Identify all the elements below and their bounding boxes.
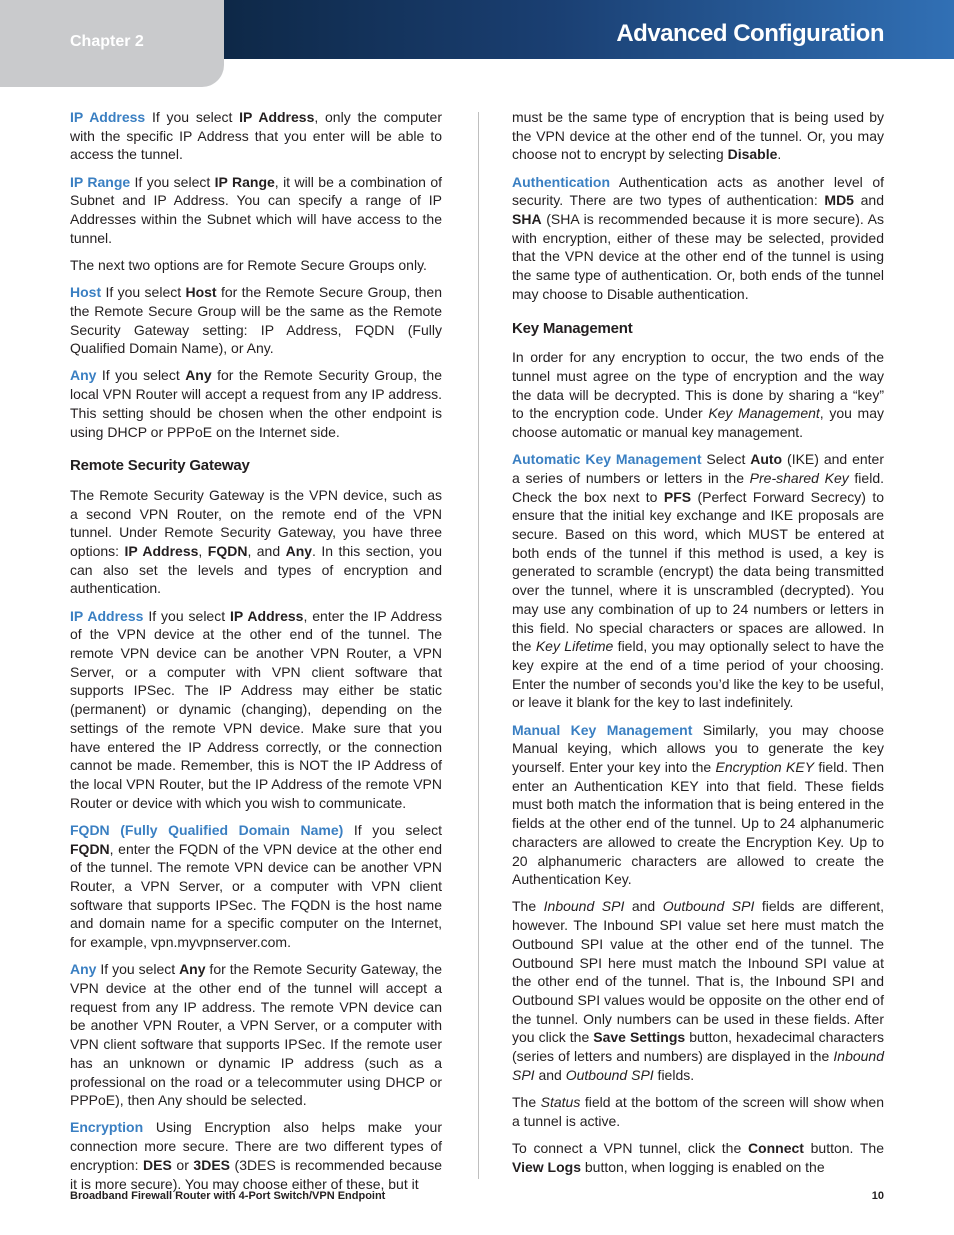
paragraph-spi	[512, 897, 884, 1084]
paragraph-status	[512, 1093, 884, 1130]
text: If you select	[343, 821, 442, 838]
text: In order for any encryption to occur, the two ends of the tunnel must agree on the type of encryption and the way the data will be decrypted. This is done by sharing a “key” to the encryption code. Under	[512, 349, 884, 422]
paragraph-ip-address	[70, 108, 442, 164]
text: field at the bottom of the screen will show when a tunnel is active.	[512, 1093, 884, 1129]
text: (SHA is recommended because it is more secure). As with encryption, either of these may be selected, provided that the VPN device at the other end of the tunnel is using the same type of authentication. Or, both ends of the tunnel may choose to Disable authentication.	[512, 211, 884, 302]
italic-text: Inbound SPI	[512, 1048, 884, 1083]
text: If you select	[96, 367, 186, 384]
text: (IKE) and enter a series of numbers or letters in the	[512, 451, 884, 486]
bold-text: 3DES	[193, 1156, 230, 1173]
bold-text: SHA	[512, 211, 542, 228]
term-gateway-any: Any	[70, 961, 97, 978]
italic-text: Encryption KEY	[715, 759, 815, 775]
text: Authentication acts as another level of security. There are two types of authentication:	[512, 173, 884, 209]
paragraph-key-intro	[512, 348, 884, 442]
bold-text: IP Range	[214, 173, 275, 190]
footer-title: Broadband Firewall Router with 4-Port Switch/VPN Endpoint	[70, 1190, 386, 1202]
bold-text: IP Address	[124, 543, 199, 560]
term-ip-range: IP Range	[70, 173, 131, 190]
text: and	[853, 192, 885, 209]
bold-text: IP Address	[230, 607, 304, 624]
bold-text: Auto	[750, 451, 783, 468]
bold-text: IP Address	[239, 109, 315, 125]
text: field. Then enter an Authentication KEY into that field. These fields must both match the information that is being entered in the fields at the other end of the tunnel. Up to 24 alphanumeric characters are allowed to create the Encryption Key. Up to 20 alphanumeric characters are allowed to create the Authentication Key.	[512, 759, 884, 888]
text: field, you may optionally select to have the key expire at the end of a time period of your choosing. Enter the number of seconds you’d like the key to be useful, or leave it blank for the key to last indefinitely.	[512, 638, 884, 711]
paragraph-authentication	[512, 173, 884, 304]
text: Select	[701, 451, 751, 468]
text: button, hexadecimal characters (series of letters and numbers) are displayed in the	[512, 1029, 884, 1065]
chapter-label: Chapter 2	[70, 33, 144, 50]
paragraph-any-group	[70, 366, 442, 441]
paragraph-ip-range	[70, 173, 442, 248]
text: To connect a VPN tunnel, click the	[512, 1139, 748, 1156]
text: for the Remote Security Gateway, the VPN device at the other end of the tunnel will accept a request from any IP address. The remote VPN device can be another VPN Router, a VPN Server, or a computer with VPN client software that supports IPSec. If the remote user has an unknown or dynamic IP address (such as a professional on the road or a telecommuter using DHCP or PPPoE), then Any should be selected.	[70, 961, 442, 1109]
term-any: Any	[70, 367, 97, 384]
text: (3DES is recommended because it is more secure). You may choose either of these, but it	[70, 1156, 443, 1192]
text: for the Remote Security Group, the local VPN Router will accept a request from any IP address. This setting should be chosen when the other endpoint is using DHCP or PPPoE on the Internet side.	[70, 367, 442, 440]
text: If you select	[96, 961, 180, 978]
text: button. The	[803, 1139, 884, 1156]
text: and	[624, 898, 663, 915]
bold-text: Host	[185, 284, 217, 301]
heading-remote-security-gateway: Remote Security Gateway	[70, 457, 250, 475]
text: , enter the IP Address of the VPN device at the other end of the tunnel. The remote VPN device can be another VPN Router, a VPN Server, or a computer with VPN client software that supports IPSec. The IP Address may either be static (permanent) or dynamic (changing), depending on the settings of the remote VPN device. Make sure that you have entered the IP Address correctly, or the connection cannot be made. Remember, this is NOT the IP Address of the local VPN Router, but the IP Address of the remote VPN Router or device with which you wish to communicate.	[70, 607, 442, 811]
text: , it will be a combination of Subnet and IP Address. You can specify a range of IP Addresses within the Subnet which will have access to the tunnel.	[70, 173, 442, 246]
heading-key-management: Key Management	[512, 319, 633, 337]
paragraph-encryption-continued	[512, 108, 884, 164]
bold-text: FQDN	[70, 840, 110, 857]
paragraph-manual-key	[512, 721, 884, 889]
italic-text: Outbound SPI	[565, 1066, 654, 1083]
text: fields are different, however. The Inbound SPI value set here must match the Outbound SPI value at the other end of the tunnel. The Outbound SPI here must match the Inbound SPI value at the other end of the tunnel. That is, the Inbound SPI and Outbound SPI values would be opposite on the other end of the tunnel. Only numbers can be used in these fields. After you click the	[512, 898, 885, 1046]
term-gateway-ip: IP Address	[70, 607, 144, 624]
italic-text: Key Lifetime	[535, 638, 614, 655]
text: , only the computer with the specific IP Address that you enter will be able to access the tunnel.	[70, 109, 443, 163]
term-fqdn: FQDN (Fully Qualified Domain Name)	[70, 821, 344, 838]
text: field. Check the box next to	[512, 469, 884, 505]
right-column	[512, 108, 884, 1185]
italic-text: Pre-shared Key	[749, 469, 849, 486]
text: , you may choose automatic or manual key management.	[512, 405, 884, 441]
text: Using Encryption also helps make your connection more secure. There are two different types of encryption:	[70, 1119, 442, 1173]
term-authentication: Authentication	[512, 173, 610, 190]
text: If you select	[145, 109, 240, 125]
text: The	[512, 1093, 541, 1110]
text: The	[512, 898, 544, 915]
page-title: Advanced Configuration	[616, 20, 884, 47]
bold-text: Any	[185, 367, 212, 384]
text: If you select	[101, 284, 186, 301]
term-host: Host	[70, 284, 102, 301]
paragraph-gateway-any	[70, 960, 442, 1110]
text: , enter the FQDN of the VPN device at the other end of the tunnel. The remote VPN device can be another VPN Router, a VPN Server, or a computer with VPN client software that supports IPSec. The FQDN is the host name and domain name for a specific computer on the Internet, for example, vpn.myvpnserver.com.	[70, 840, 442, 951]
text: for the Remote Secure Group, then the Remote Secure Group will be the same as the Remote Security Gateway setting: IP Address, FQDN (Fully Qualified Domain Name), or Any.	[70, 284, 442, 357]
term-automatic-key: Automatic Key Management	[512, 451, 702, 468]
term-encryption: Encryption	[70, 1119, 144, 1136]
bold-text: Any	[285, 543, 313, 560]
text: , and	[247, 543, 286, 560]
term-ip-address: IP Address	[70, 109, 146, 125]
column-divider	[478, 112, 479, 1179]
paragraph-remote-groups-intro: The next two options are for Remote Secure Groups only.	[70, 256, 427, 273]
text: and	[534, 1066, 566, 1083]
bold-text: PFS	[663, 488, 692, 505]
bold-text: FQDN	[207, 543, 248, 560]
bold-text: Connect	[747, 1139, 804, 1156]
text: Similarly, you may choose Manual keying, which allows you to generate the key yourself. Enter your key into the	[512, 721, 885, 775]
bold-text: DES	[143, 1156, 172, 1173]
bold-text: Any	[179, 961, 206, 978]
paragraph-gateway-ip	[70, 607, 442, 813]
text: .	[777, 146, 782, 163]
text: If you select	[143, 607, 231, 624]
bold-text: MD5	[824, 192, 854, 209]
paragraph-encryption	[70, 1118, 442, 1193]
italic-text: Inbound SPI	[543, 898, 625, 915]
left-column	[70, 108, 442, 1202]
text: or	[171, 1156, 194, 1173]
paragraph-gateway-fqdn	[70, 821, 442, 952]
italic-text: Outbound SPI	[662, 898, 755, 915]
bold-text: View Logs	[512, 1158, 581, 1175]
text: button, when logging is enabled on the	[580, 1158, 825, 1175]
term-manual-key: Manual Key Management	[512, 721, 693, 738]
text: fields.	[653, 1066, 695, 1083]
paragraph-host	[70, 283, 442, 358]
paragraph-connect	[512, 1139, 884, 1176]
paragraph-gateway-intro	[70, 486, 442, 598]
chapter-tab	[0, 0, 224, 87]
italic-text: Key Management	[708, 405, 820, 422]
text: ,	[198, 543, 208, 560]
header-bar	[224, 0, 954, 59]
text: If you select	[130, 173, 215, 190]
text: . In this section, you can also set the levels and types of encryption and authentication.	[70, 543, 443, 597]
page-number: 10	[871, 1190, 884, 1202]
text: The Remote Security Gateway is the VPN device, such as a second VPN Router, on the remote end of the VPN tunnel. Under Remote Security Gateway, you have three options:	[70, 486, 442, 560]
italic-text: Status	[540, 1093, 581, 1110]
text: (Perfect Forward Secrecy) to ensure that the initial key exchange and IKE proposals are secure. Based on this word, which MUST be entered at both ends of the tunnel if this method is used, a key is generated to scramble (encrypt) the data being transmitted over the tunnel, where it is unscrambled (decrypted). You may use any combination of up to 24 numbers or letters in this field. No special characters or spaces are allowed. In the	[512, 488, 884, 655]
text: must be the same type of encryption that is being used by the VPN device at the other end of the tunnel. Or, you may choose not to encrypt by selecting	[512, 109, 884, 163]
bold-text: Save Settings	[593, 1029, 686, 1046]
paragraph-automatic-key	[512, 450, 884, 712]
bold-text: Disable	[727, 146, 778, 163]
